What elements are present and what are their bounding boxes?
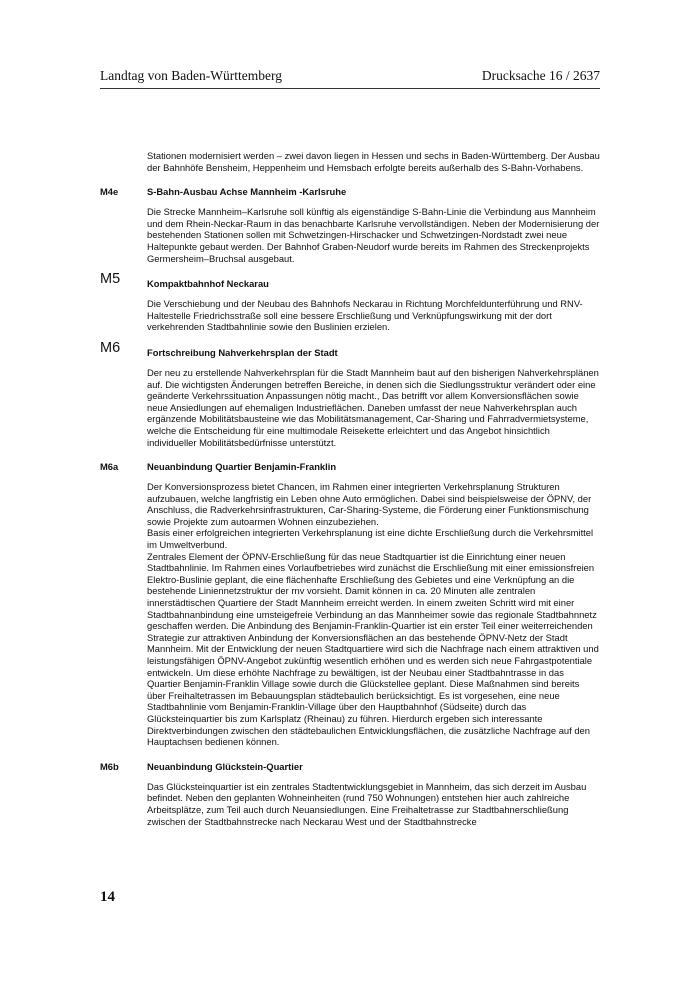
intro-paragraph: Stationen modernisiert werden – zwei davon liegen in Hessen und sechs in Baden-Württemberg. Der Ausbau der Bahnhöfe Bensheim, Heppenheim und Hemsbach erfolgte bereits außerhalb des S-Bahn-Vorhabens. <box>147 150 600 173</box>
document-number: Drucksache 16 / 2637 <box>481 68 600 83</box>
section-title: Neuanbindung Quartier Benjamin-Franklin <box>147 461 337 473</box>
section-paragraph: Die Verschiebung und der Neubau des Bahnhofs Neckarau in Richtung Morchfeldunterführung und RNV-Haltestelle Friedrichsstraße soll eine bessere Erschließung und Verknüpfungswirkung mit der dort verkehrenden Stadtbahnlinie sowie den Buslinien erzielen. <box>147 298 583 333</box>
page-number: 14 <box>100 889 115 905</box>
section-paragraph: Das Glücksteinquartier ist ein zentrales Stadtentwicklungsgebiet in Mannheim, das sich derzeit im Ausbau befindet. Neben den geplanten Wohneinheiten (rund 750 Wohnungen) entstehen hier auch zahlreiche Arbeitsplätze, zum Teil auch durch Neuansiedlungen. Eine Freihaltetrasse zur Stadtbahnerschließung zwischen der Stadtbahnstrecke nach Neckarau West und der Stadtbahnstrecke <box>147 780 587 827</box>
section-code: M6a <box>100 461 119 473</box>
section-code: M6b <box>100 760 119 772</box>
section-paragraph: Basis einer erfolgreichen integrierten Verkehrsplanung ist eine dichte Erschließung durch die Verkehrsmittel im Umweltverbund. <box>147 527 594 551</box>
section-m4e <box>100 186 600 264</box>
section-title: S-Bahn-Ausbau Achse Mannheim -Karlsruhe <box>147 186 347 198</box>
section-m6a <box>100 461 600 748</box>
section-paragraph: Zentrales Element der ÖPNV-Erschließung für das neue Stadtquartier ist die Einrichtung einer neuen Stadtbahnlinie. Im Rahmen eines Vorlaufbetriebes wird zunächst die Erschließung mit einer emissionsfreien Elektro-Buslinie geplant, die eine flächenhafte Erschließung des Gebietes und eine Verknüpfung an die bestehende Liniennetzstruktur der rnv vorsieht. Damit können in ca. 20 Minuten alle zentralen innerstädtischen Quartiere der Stadt Mannheim erreicht werden. In einem zweiten Schritt wird mit einer Stadtbahnanbindung eine umsteigefreie Verbindung an das Mannheimer sowie das regionale Stadtbahnnetz geschaffen werden. Die Anbindung des Benjamin-Franklin-Quartier ist ein erster Teil einer weiterreichenden Strategie zur attraktiven Anbindung der Konversionsflächen an das bestehende ÖPNV-Netz der Stadt Mannheim. Mit der Entwicklung der neuen Stadtquartiere wird sich die Nachfrage nach einem attraktiven und leistungsfähigen ÖPNV-Angebot zukünftig wesentlich erhöhen und es werden sich neue Fahrgastpotentiale entwickeln. Um diese erhöhte Nachfrage zu bewältigen, ist der Neubau einer Stadtbahntrasse in das Quartier Benjamin-Franklin Village sowie durch die Glückstellee geplant. Diese Maßnahmen sind bereits über Freihaltetrassen im Bebauungsplan städtebaulich berücksichtigt. Es ist vorgesehen, eine neue Stadtbahnlinie vom Benjamin-Franklin-Village über den Hauptbahnhof (Südseite) durch das Glücksteinquartier bis zum Karlsplatz (Rheinau) zu führen. Hierdurch ergeben sich interessante Direktverbindungen zwischen den städtebaulichen Entwicklungsflächen, die zusätzliche Nachfrage auf den Hauptachsen bedienen können. <box>147 550 599 748</box>
section-title: Fortschreibung Nahverkehrsplan der Stadt <box>147 346 338 358</box>
header-rule <box>100 88 600 89</box>
section-heading <box>100 186 600 200</box>
section-heading <box>100 761 600 775</box>
section-paragraph: Die Strecke Mannheim–Karlsruhe soll künftig als eigenständige S-Bahn-Linie die Verbindung aus Mannheim und dem Rhein-Neckar-Raum in das benachbarte Karlsruhe vervollständigen. Neben der Modernisierung der bestehenden Stationen sollen mit Schwetzingen-Hirschacker und Schwetzingen-Nordstadt zwei neue Haltepunkte gebaut werden. Der Bahnhof Graben-Neudorf wurde bereits im Rahmen des Streckenprojekts Germersheim–Bruchsal ausgebaut. <box>147 206 600 264</box>
section-m6 <box>100 339 600 448</box>
section-code: M5 <box>100 271 121 288</box>
page-content <box>100 150 600 827</box>
page-header <box>100 68 600 88</box>
section-title: Kompaktbahnhof Neckarau <box>147 278 269 290</box>
section-code: M4e <box>100 186 119 198</box>
section-paragraph: Der Konversionsprozess bietet Chancen, im Rahmen einer integrierten Verkehrsplanung Strukturen aufzubauen, welche langfristig ein Leben ohne Auto ermöglichen. Dabei sind beispielsweise der ÖPNV, der Anschluss, die Radverkehrsinfrastrukturen, Car-Sharing-Systeme, die Förderung einer Funktionsmischung sowie Projekte zum autoarmen Wohnen einzubeziehen. <box>147 481 592 527</box>
section-heading <box>100 271 600 292</box>
section-m5 <box>100 271 600 333</box>
header-title: Landtag von Baden-Württemberg <box>100 68 282 83</box>
section-heading <box>100 339 600 361</box>
section-code: M6 <box>100 339 121 356</box>
section-m6b <box>100 761 600 827</box>
section-heading <box>100 461 600 475</box>
section-paragraph: Der neu zu erstellende Nahverkehrsplan für die Stadt Mannheim baut auf den bisherigen Nahverkehrsplänen auf. Die wichtigsten Änderungen betreffen Bereiche, in denen sich die Siedlungsstruktur verändert oder eine geänderte Verkehrssituation Anpassungen nötig macht., Das betrifft vor allem Konversionsflächen sowie neue Ansiedlungen auf ehemaligen Industrieflächen. Daneben umfasst der neue Nahverkehrsplan auch ergänzende Mobilitätsbausteine wie das Mobilitätsmanagement, Car-Sharing und Fahrradvermietsysteme, welche die Entscheidung für eine multimodale Reisekette erleichtert und das Angebot hinsichtlich individueller Mobilitätsbedürfnisse unterstützt. <box>147 366 599 448</box>
section-title: Neuanbindung Glückstein-Quartier <box>147 760 303 772</box>
